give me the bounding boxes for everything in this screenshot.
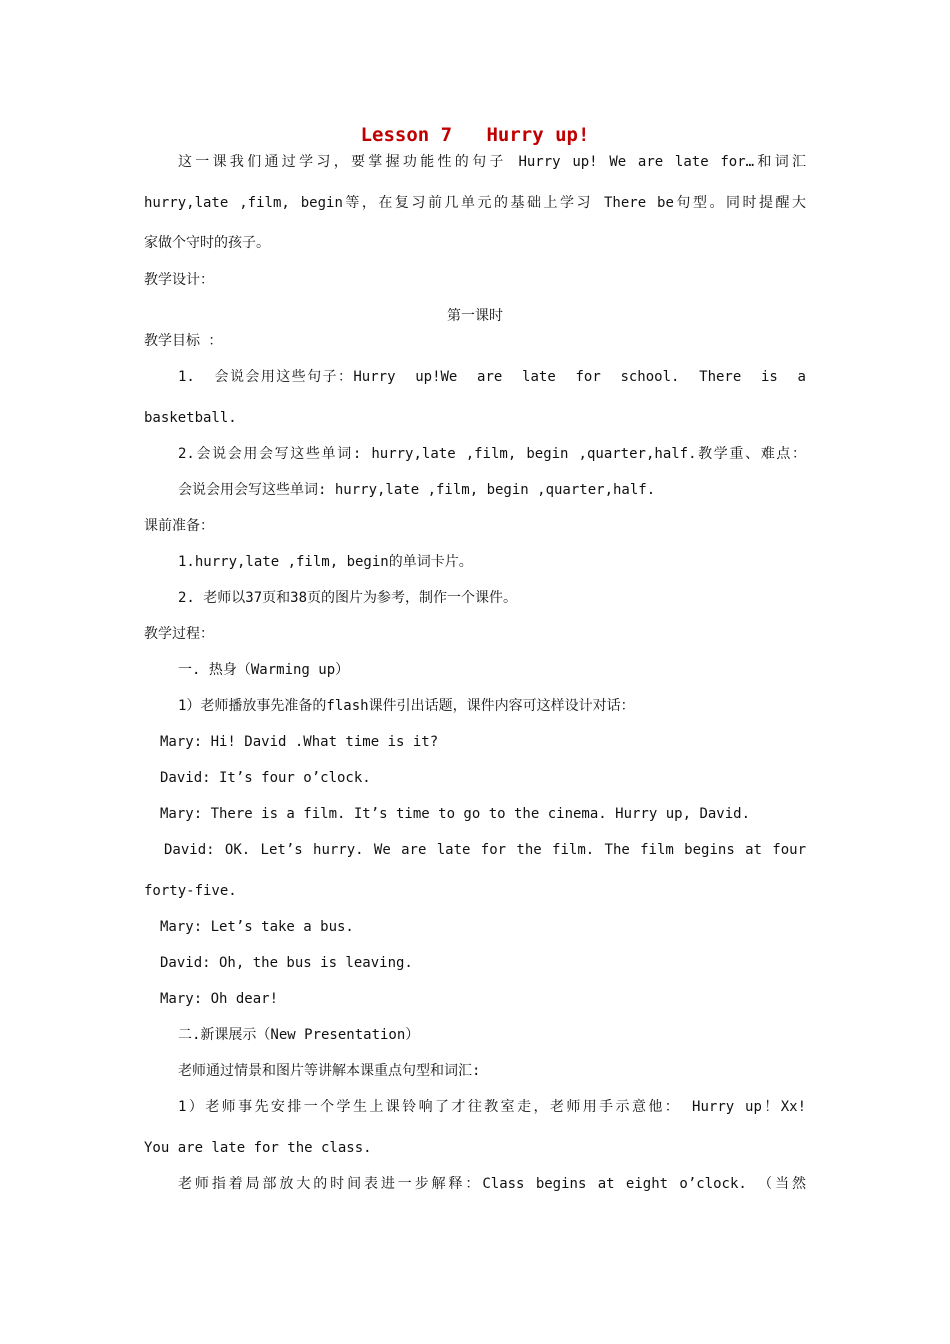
dialog-line-1: Mary: Hi! David .What time is it? (160, 734, 439, 750)
key-points: 会说会用会写这些单词: hurry,late ,film, begin ,quarter,half. (178, 482, 656, 498)
intro-line-2: hurry,late ,film, begin等，在复习前几单元的基础上学习 There be句型。同时提醒大 (144, 195, 806, 211)
presentation-step-2: 老师指着局部放大的时间表进一步解释：Class begins at eight o’clock. （当然 (178, 1176, 806, 1192)
design-label: 教学设计： (144, 272, 214, 288)
dialog-line-6: David: Oh, the bus is leaving. (160, 955, 413, 971)
presentation-step-1: 1）老师事先安排一个学生上课铃响了才往教室走，老师用手示意他： Hurry up！Xx! (178, 1099, 806, 1115)
presentation-intro: 老师通过情景和图片等讲解本课重点句型和词汇: (178, 1063, 481, 1079)
objective-1-line-1: 1. 会说会用这些句子：Hurry up!We are late for school. There is a (178, 369, 806, 385)
presentation-title: 二.新课展示（New Presentation） (178, 1027, 420, 1043)
objectives-label: 教学目标 ： (144, 333, 223, 349)
process-label: 教学过程： (144, 626, 214, 642)
prep-item-2: 2. 老师以37页和38页的图片为参考，制作一个课件。 (178, 590, 517, 606)
dialog-line-2: David: It’s four o’clock. (160, 770, 371, 786)
dialog-line-5: Mary: Let’s take a bus. (160, 919, 354, 935)
dialog-line-4: David: OK. Let’s hurry. We are late for the film. The film begins at four (164, 842, 806, 858)
prep-item-1: 1.hurry,late ,film, begin的单词卡片。 (178, 554, 473, 570)
warmup-title: 一. 热身（Warming up） (178, 662, 350, 678)
intro-line-1: 这一课我们通过学习，要掌握功能性的句子 Hurry up! We are late for…和词汇 (178, 154, 806, 170)
dialog-line-3: Mary: There is a film. It’s time to go to the cinema. Hurry up, David. (160, 806, 751, 822)
warmup-step-1: 1）老师播放事先准备的flash课件引出话题，课件内容可这样设计对话： (178, 698, 635, 714)
dialog-line-7: Mary: Oh dear! (160, 991, 279, 1007)
period-title: 第一课时 (447, 308, 503, 324)
dialog-line-4-cont: forty-five. (144, 883, 237, 899)
intro-line-3: 家做个守时的孩子。 (144, 235, 270, 251)
lesson-title: Lesson 7 Hurry up! (360, 124, 590, 146)
objective-2: 2.会说会用会写这些单词: hurry,late ,film, begin ,quarter,half.教学重、难点： (178, 446, 806, 462)
presentation-step-1-cont: You are late for the class. (144, 1140, 372, 1156)
prep-label: 课前准备： (144, 518, 214, 534)
objective-1-line-2: basketball. (144, 410, 237, 426)
